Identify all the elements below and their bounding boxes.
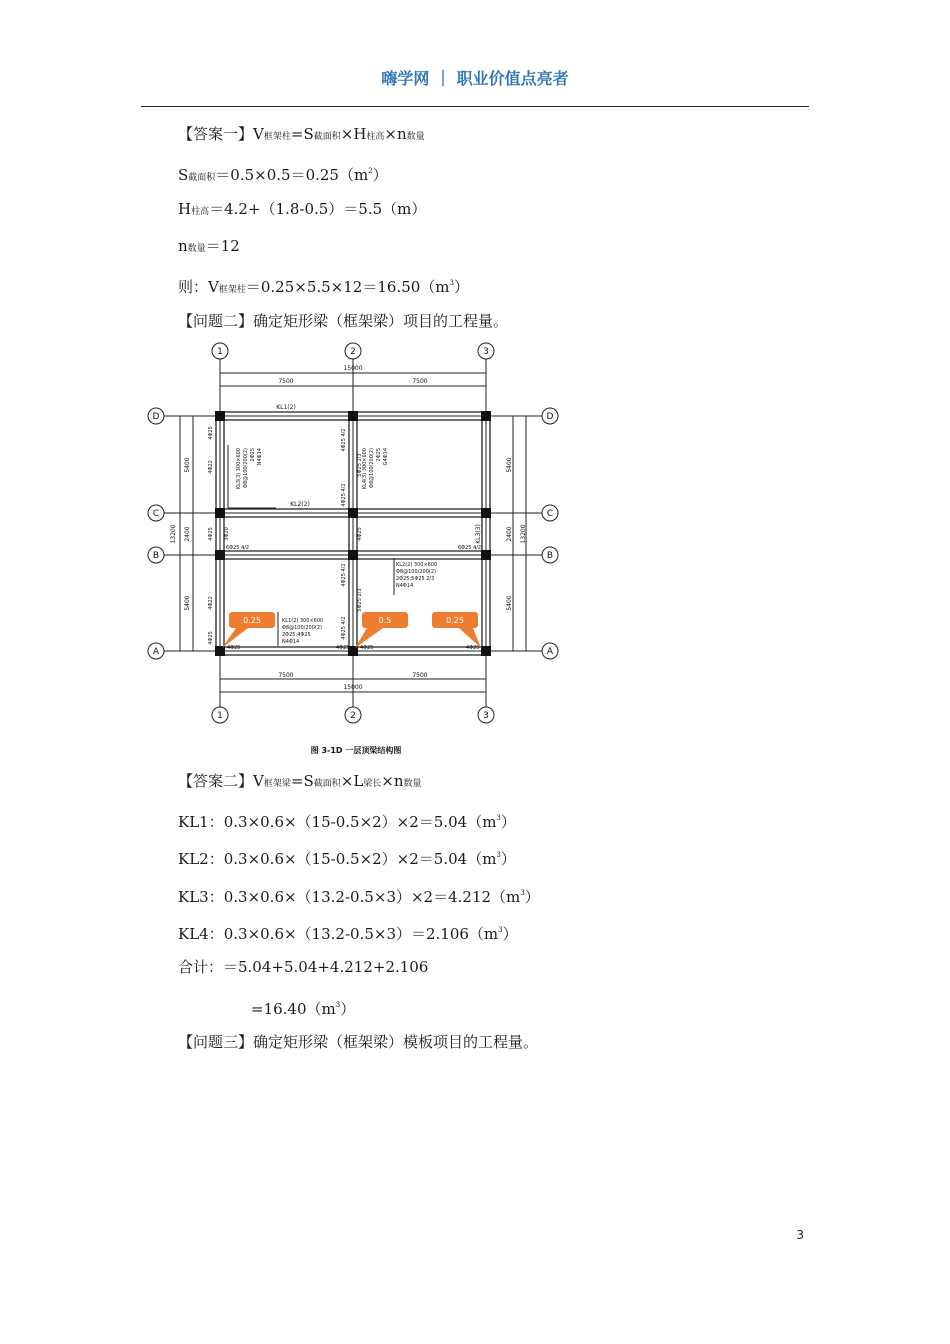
column [348,411,358,421]
formula-s: =S [290,125,314,143]
page-header: 嗨学网 ｜ 职业价值点亮者 [381,69,569,88]
superscript: 3 [496,851,501,859]
calc-text: KL1：0.3×0.6×（15-0.5×2）×2＝5.04（m [178,813,497,831]
superscript: 3 [496,814,501,822]
formula-value: ＝4.2+（1.8-0.5）＝5.5（m） [209,200,427,218]
superscript: 2 [368,167,373,175]
kl4-spec: G4Φ14 [383,448,389,466]
dim-label: 5400 [506,595,513,611]
kl3-calc [178,883,540,907]
rebar-note: 3Φ20 [224,527,230,541]
sub-text: 柱高 [366,132,385,142]
dim-label: 7500 [278,378,294,385]
column [215,508,225,518]
dim-label: 15000 [343,365,363,372]
sub-text: 柱高 [191,207,210,217]
rebar-note: 4Φ25 4/2 [341,483,347,507]
kl4-calc [178,920,518,944]
callout-label: 0.25 [446,616,464,625]
formula-v: V [253,772,264,790]
axis-label: 1 [217,711,223,721]
axis-label: 3 [483,711,489,721]
beam-label: KL3(3) [475,524,482,544]
calc-text: =16.40（m [251,1000,336,1018]
rebar-note: 4Φ25 [466,645,480,651]
calc-end: ） [524,888,540,906]
calc-end: ） [502,925,518,943]
kl3-spec: KL3(3) 300×600 [236,448,242,490]
rebar-note: 4Φ25 4/2 [341,428,347,452]
kl4-spec: 2Φ25 [376,448,382,462]
dim-label: 7500 [412,672,428,679]
dim-label: 13200 [520,524,527,544]
axis-label: B [152,551,160,561]
sub-text: 框架柱 [263,132,291,142]
formula-value: ＝12 [205,237,240,255]
superscript: 3 [520,889,525,897]
calc-text: KL2：0.3×0.6×（15-0.5×2）×2＝5.04（m [178,850,497,868]
total-result [251,995,355,1019]
formula-s: S [178,166,189,184]
kl1-spec: KL1(2) 300×600 [282,618,324,624]
sub-text: 框架柱 [218,285,246,295]
dim-label: 7500 [278,672,294,679]
kl1-calc [178,808,516,832]
kl4-spec: KL4(3) 300×600 [362,448,368,490]
question2-heading: 【问题二】确定矩形梁（框架梁）项目的工程量。 [178,312,509,330]
sub-text: 截面积 [313,779,341,789]
axis-label: D [546,412,554,422]
question3-heading: 【问题三】确定矩形梁（框架梁）模板项目的工程量。 [178,1033,539,1051]
superscript: 3 [335,1001,341,1009]
axis-label: 1 [217,347,223,357]
axis-label: 2 [350,347,356,357]
total-sum: 合计：＝5.04+5.04+4.212+2.106 [178,958,429,976]
superscript: 3 [498,926,503,934]
formula-n: n [178,237,188,255]
rebar-note: 6Φ25 4/2 [458,545,482,551]
axis-label: 2 [350,711,356,721]
axis-label: C [152,509,160,519]
column [348,508,358,518]
kl2-spec: KL2(2) 300×600 [396,562,438,568]
calc-text: KL3：0.3×0.6×（13.2-0.5×3）×2＝4.212（m [178,888,521,906]
answer2-label: 【答案二】 [178,772,254,790]
dim-label: 5400 [184,457,191,473]
column [481,411,491,421]
sub-text: 梁长 [363,779,382,789]
column [348,550,358,560]
kl2-calc [178,845,516,869]
rebar-note: 4Φ25 [336,645,350,651]
kl3-spec: N4Φ14 [257,448,263,466]
callouts [222,612,481,648]
rebar-note: 4Φ25 [208,426,214,440]
formula-h: H [178,200,192,218]
dim-label: 13200 [170,524,177,544]
beam-label: KL1(2) [276,404,296,411]
answer2-formula [178,771,422,794]
dim-label: 5400 [184,595,191,611]
kl1-spec: Φ8@100/200(2) [282,625,322,631]
column [481,508,491,518]
callout-label: 0.5 [378,616,392,625]
axis-label: A [546,647,554,657]
calc-end: ） [500,850,516,868]
formula-v: V [253,125,264,143]
formula-v: 则：V [178,278,219,296]
answer1-label: 【答案一】 [178,125,254,143]
column [348,646,358,656]
rebar-note: 6Φ25 4/2 [226,545,250,551]
column [481,646,491,656]
sub-text: 数量 [187,244,206,254]
rebar-note: 5Φ25 2/3 [357,588,363,612]
formula-h: ×H [340,125,367,143]
rebar-note: 5Φ25 2/3 [357,453,363,477]
formula-s: =S [290,772,314,790]
kl2-spec: 2Φ25;5Φ25 2/3 [396,576,435,582]
formula-n: ×n [384,125,407,143]
kl4-spec: Φ8@100/200(2) [369,448,375,488]
dim-label: 5400 [506,457,513,473]
rebar-note: 4Φ25 [227,645,241,651]
calc-end: ） [340,1000,356,1018]
axis-label: B [546,551,554,561]
rebar-note: 4Φ25 4/2 [341,616,347,640]
formula-end: ） [372,166,388,184]
rebar-note: 4Φ22 [208,460,214,474]
beam-label: KL2(2) [290,501,310,508]
formula-value: ＝0.5×0.5＝0.25（m [215,166,369,184]
rebar-note: 4Φ25 [208,631,214,645]
calc-text: KL4：0.3×0.6×（13.2-0.5×3）＝2.106（m [178,925,499,943]
kl1-spec: N4Φ14 [282,639,300,645]
axis-label: C [546,509,554,519]
page-number: 3 [796,1228,804,1242]
column [481,550,491,560]
rebar-note: 4Φ25 [360,645,374,651]
kl2-spec: Φ8@100/200(2) [396,569,436,575]
dim-label: 7500 [412,378,428,385]
calc-end: ） [500,813,516,831]
kl3-spec: Φ8@100/200(2) [243,448,249,488]
dim-label: 2400 [506,526,513,542]
sub-text: 数量 [403,779,422,789]
formula-n: ×n [381,772,404,790]
column [215,411,225,421]
rebar-note: 4Φ25 [208,527,214,541]
dim-label: 15000 [343,684,363,691]
column [215,646,225,656]
rebar-note: 4Φ22 [208,596,214,610]
formula-value: ＝0.25×5.5×12＝16.50（m [245,278,450,296]
sub-text: 截面积 [188,173,216,183]
axis-label: D [152,412,160,422]
rebar-note: 4Φ25 4/2 [341,563,347,587]
figure-caption: 图 3-1D 一层顶梁结构图 [310,746,402,755]
formula-end: ） [453,278,469,296]
column [215,550,225,560]
formula-l: ×L [340,772,364,790]
callout-label: 0.25 [243,616,261,625]
axis-label: A [152,647,160,657]
superscript: 3 [449,279,454,287]
kl1-spec: 2Φ25;4Φ25 [282,632,311,638]
dim-label: 2400 [184,526,191,542]
kl2-spec: N4Φ14 [396,583,414,589]
rebar-note: 4Φ25 [357,527,363,541]
sub-text: 截面积 [313,132,341,142]
kl3-spec: 2Φ25 [250,448,256,462]
axis-label: 3 [483,347,489,357]
sub-text: 数量 [406,132,425,142]
sub-text: 框架梁 [263,779,291,789]
